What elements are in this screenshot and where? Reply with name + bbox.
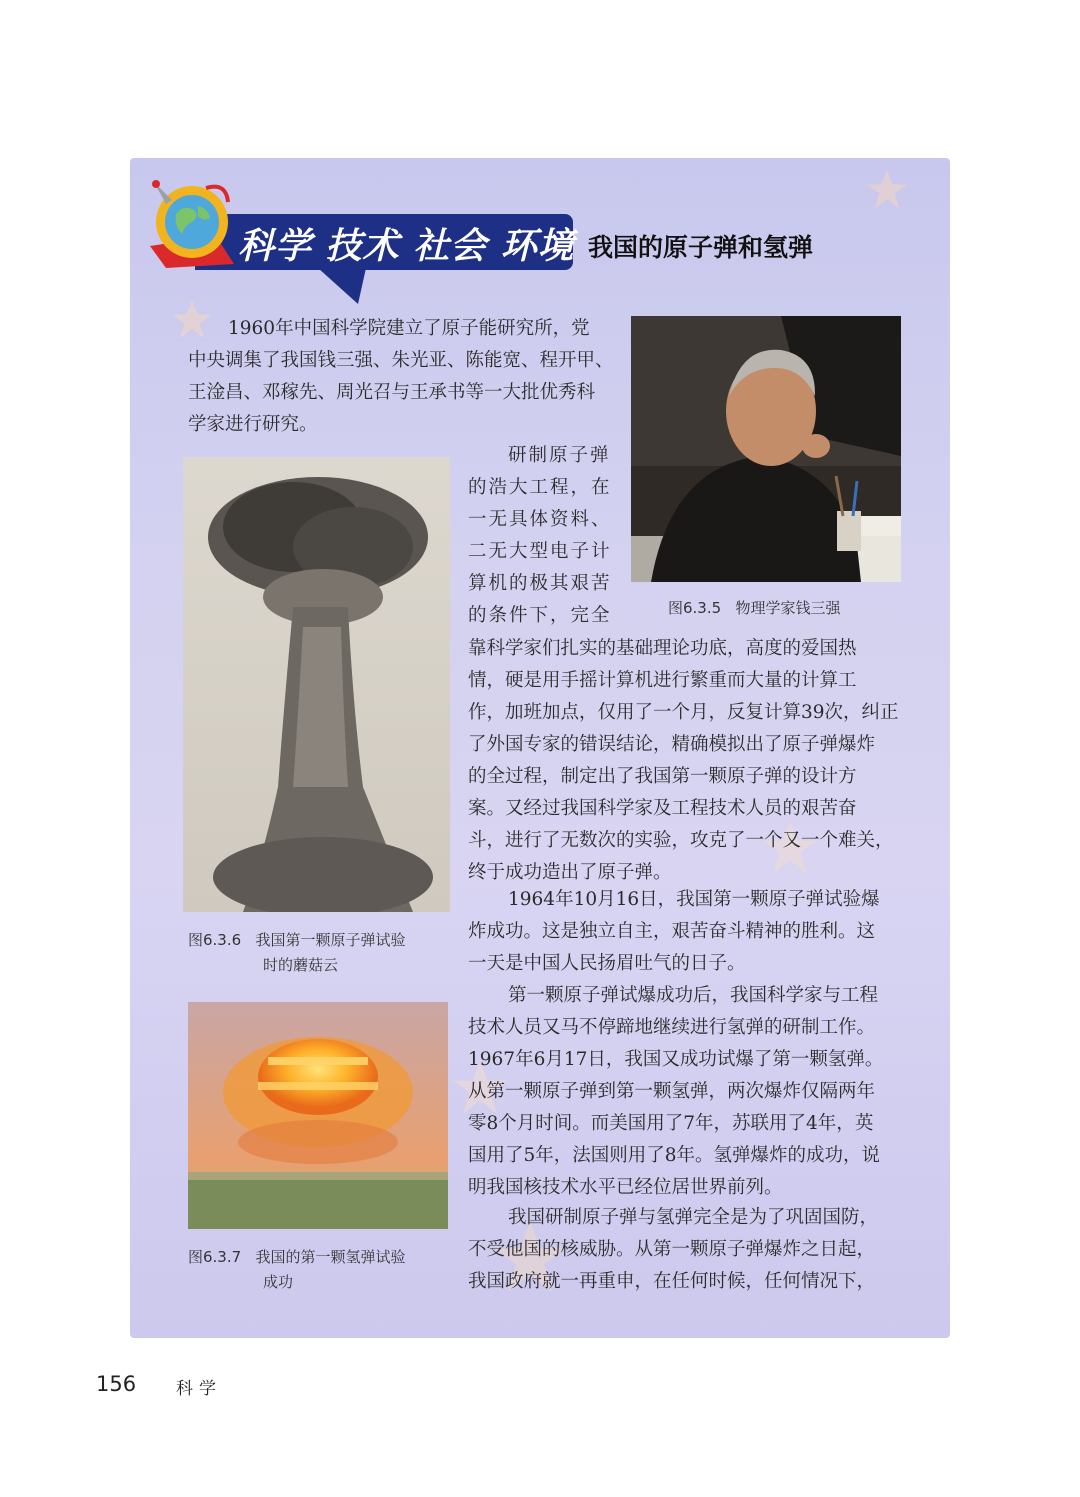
page-number: 156 (96, 1372, 137, 1396)
text-line: 明我国核技术水平已经位居世界前列。 (468, 1177, 783, 1198)
figure-6-3-5-caption (668, 596, 841, 621)
paragraph-3 (468, 884, 880, 980)
text-line: 终于成功造出了原子弹。 (468, 862, 672, 883)
text-line: 1967年6月17日，我国又成功试爆了第一颗氢弹。 (468, 1049, 884, 1070)
figure-caption-line: 我国的第一颗氢弹试验 (255, 1248, 406, 1266)
text-line: 中央调集了我国钱三强、朱光亚、陈能宽、程开甲、 (188, 350, 614, 371)
figure-caption-line: 我国第一颗原子弹试验 (255, 931, 406, 949)
series-title: 科学 技术 社会 环境 (238, 226, 575, 267)
portrait-photo (631, 316, 901, 582)
paragraph-2-continued (468, 633, 899, 889)
text-line: 研制原子弹 (508, 445, 611, 466)
text-line: 从第一颗原子弹到第一颗氢弹，两次爆炸仅隔两年 (468, 1081, 876, 1102)
text-line: 零8个月时间。而美国用了7年，苏联用了4年，英 (468, 1113, 874, 1134)
star-decoration (865, 168, 909, 212)
hydrogen-bomb-photo (188, 1002, 448, 1229)
figure-caption-line: 成功 (263, 1273, 294, 1291)
text-line: 1960年中国科学院建立了原子能研究所，党 (228, 318, 590, 339)
text-line: 一天是中国人民扬眉吐气的日子。 (468, 953, 746, 974)
text-line: 的条件下，完全 (468, 605, 612, 626)
text-line: 技术人员又马不停蹄地继续进行氢弹的研制工作。 (468, 1017, 876, 1038)
text-line: 我国政府就一再重申，在任何时候，任何情况下， (468, 1271, 876, 1292)
globe-rocket-icon (146, 176, 238, 272)
text-line: 王淦昌、邓稼先、周光召与王承书等一大批优秀科 (188, 382, 596, 403)
text-line: 情，硬是用手摇计算机进行繁重而大量的计算工 (468, 670, 857, 691)
text-line: 二无大型电子计 (468, 541, 612, 562)
mushroom-cloud-photo (183, 457, 450, 912)
text-line: 1964年10月16日，我国第一颗原子弹试验爆 (508, 889, 880, 910)
figure-number: 图6.3.7 (188, 1248, 242, 1266)
text-line: 斗，进行了无数次的实验，攻克了一个又一个难关， (468, 830, 894, 851)
text-line: 不受他国的核威胁。从第一颗原子弹爆炸之日起， (468, 1239, 876, 1260)
figure-6-3-7-caption (188, 1245, 406, 1295)
figure-caption: 物理学家钱三强 (735, 599, 841, 617)
paragraph-1 (188, 313, 614, 441)
text-line: 作，加班加点，仅用了一个月，反复计算39次，纠正 (468, 702, 899, 723)
text-line: 第一颗原子弹试爆成功后，我国科学家与工程 (508, 985, 879, 1006)
figure-6-3-6-caption (188, 928, 406, 978)
figure-number: 图6.3.5 (668, 599, 722, 617)
text-line: 我国研制原子弹与氢弹完全是为了巩固国防， (508, 1207, 879, 1228)
text-line: 炸成功。这是独立自主，艰苦奋斗精神的胜利。这 (468, 921, 876, 942)
text-line: 靠科学家们扎实的基础理论功底，高度的爱国热 (468, 638, 857, 659)
paragraph-4 (468, 980, 883, 1204)
subject-label: 科学 (176, 1379, 222, 1399)
text-line: 的全过程，制定出了我国第一颗原子弹的设计方 (468, 766, 857, 787)
figure-caption-line: 时的蘑菇云 (263, 956, 339, 974)
text-line: 国用了5年，法国则用了8年。氢弹爆炸的成功，说 (468, 1145, 881, 1166)
text-line: 算机的极其艰苦 (468, 573, 612, 594)
paragraph-5 (468, 1202, 878, 1298)
text-line: 学家进行研究。 (188, 414, 318, 435)
text-line: 了外国专家的错误结论，精确模拟出了原子弹爆炸 (468, 734, 876, 755)
text-line: 的浩大工程，在 (468, 477, 612, 498)
text-line: 一无具体资料、 (468, 509, 612, 530)
banner-tail (318, 268, 366, 304)
text-line: 案。又经过我国科学家及工程技术人员的艰苦奋 (468, 798, 857, 819)
paragraph-2 (468, 440, 612, 632)
section-title: 我国的原子弹和氢弹 (588, 233, 814, 262)
figure-number: 图6.3.6 (188, 931, 242, 949)
